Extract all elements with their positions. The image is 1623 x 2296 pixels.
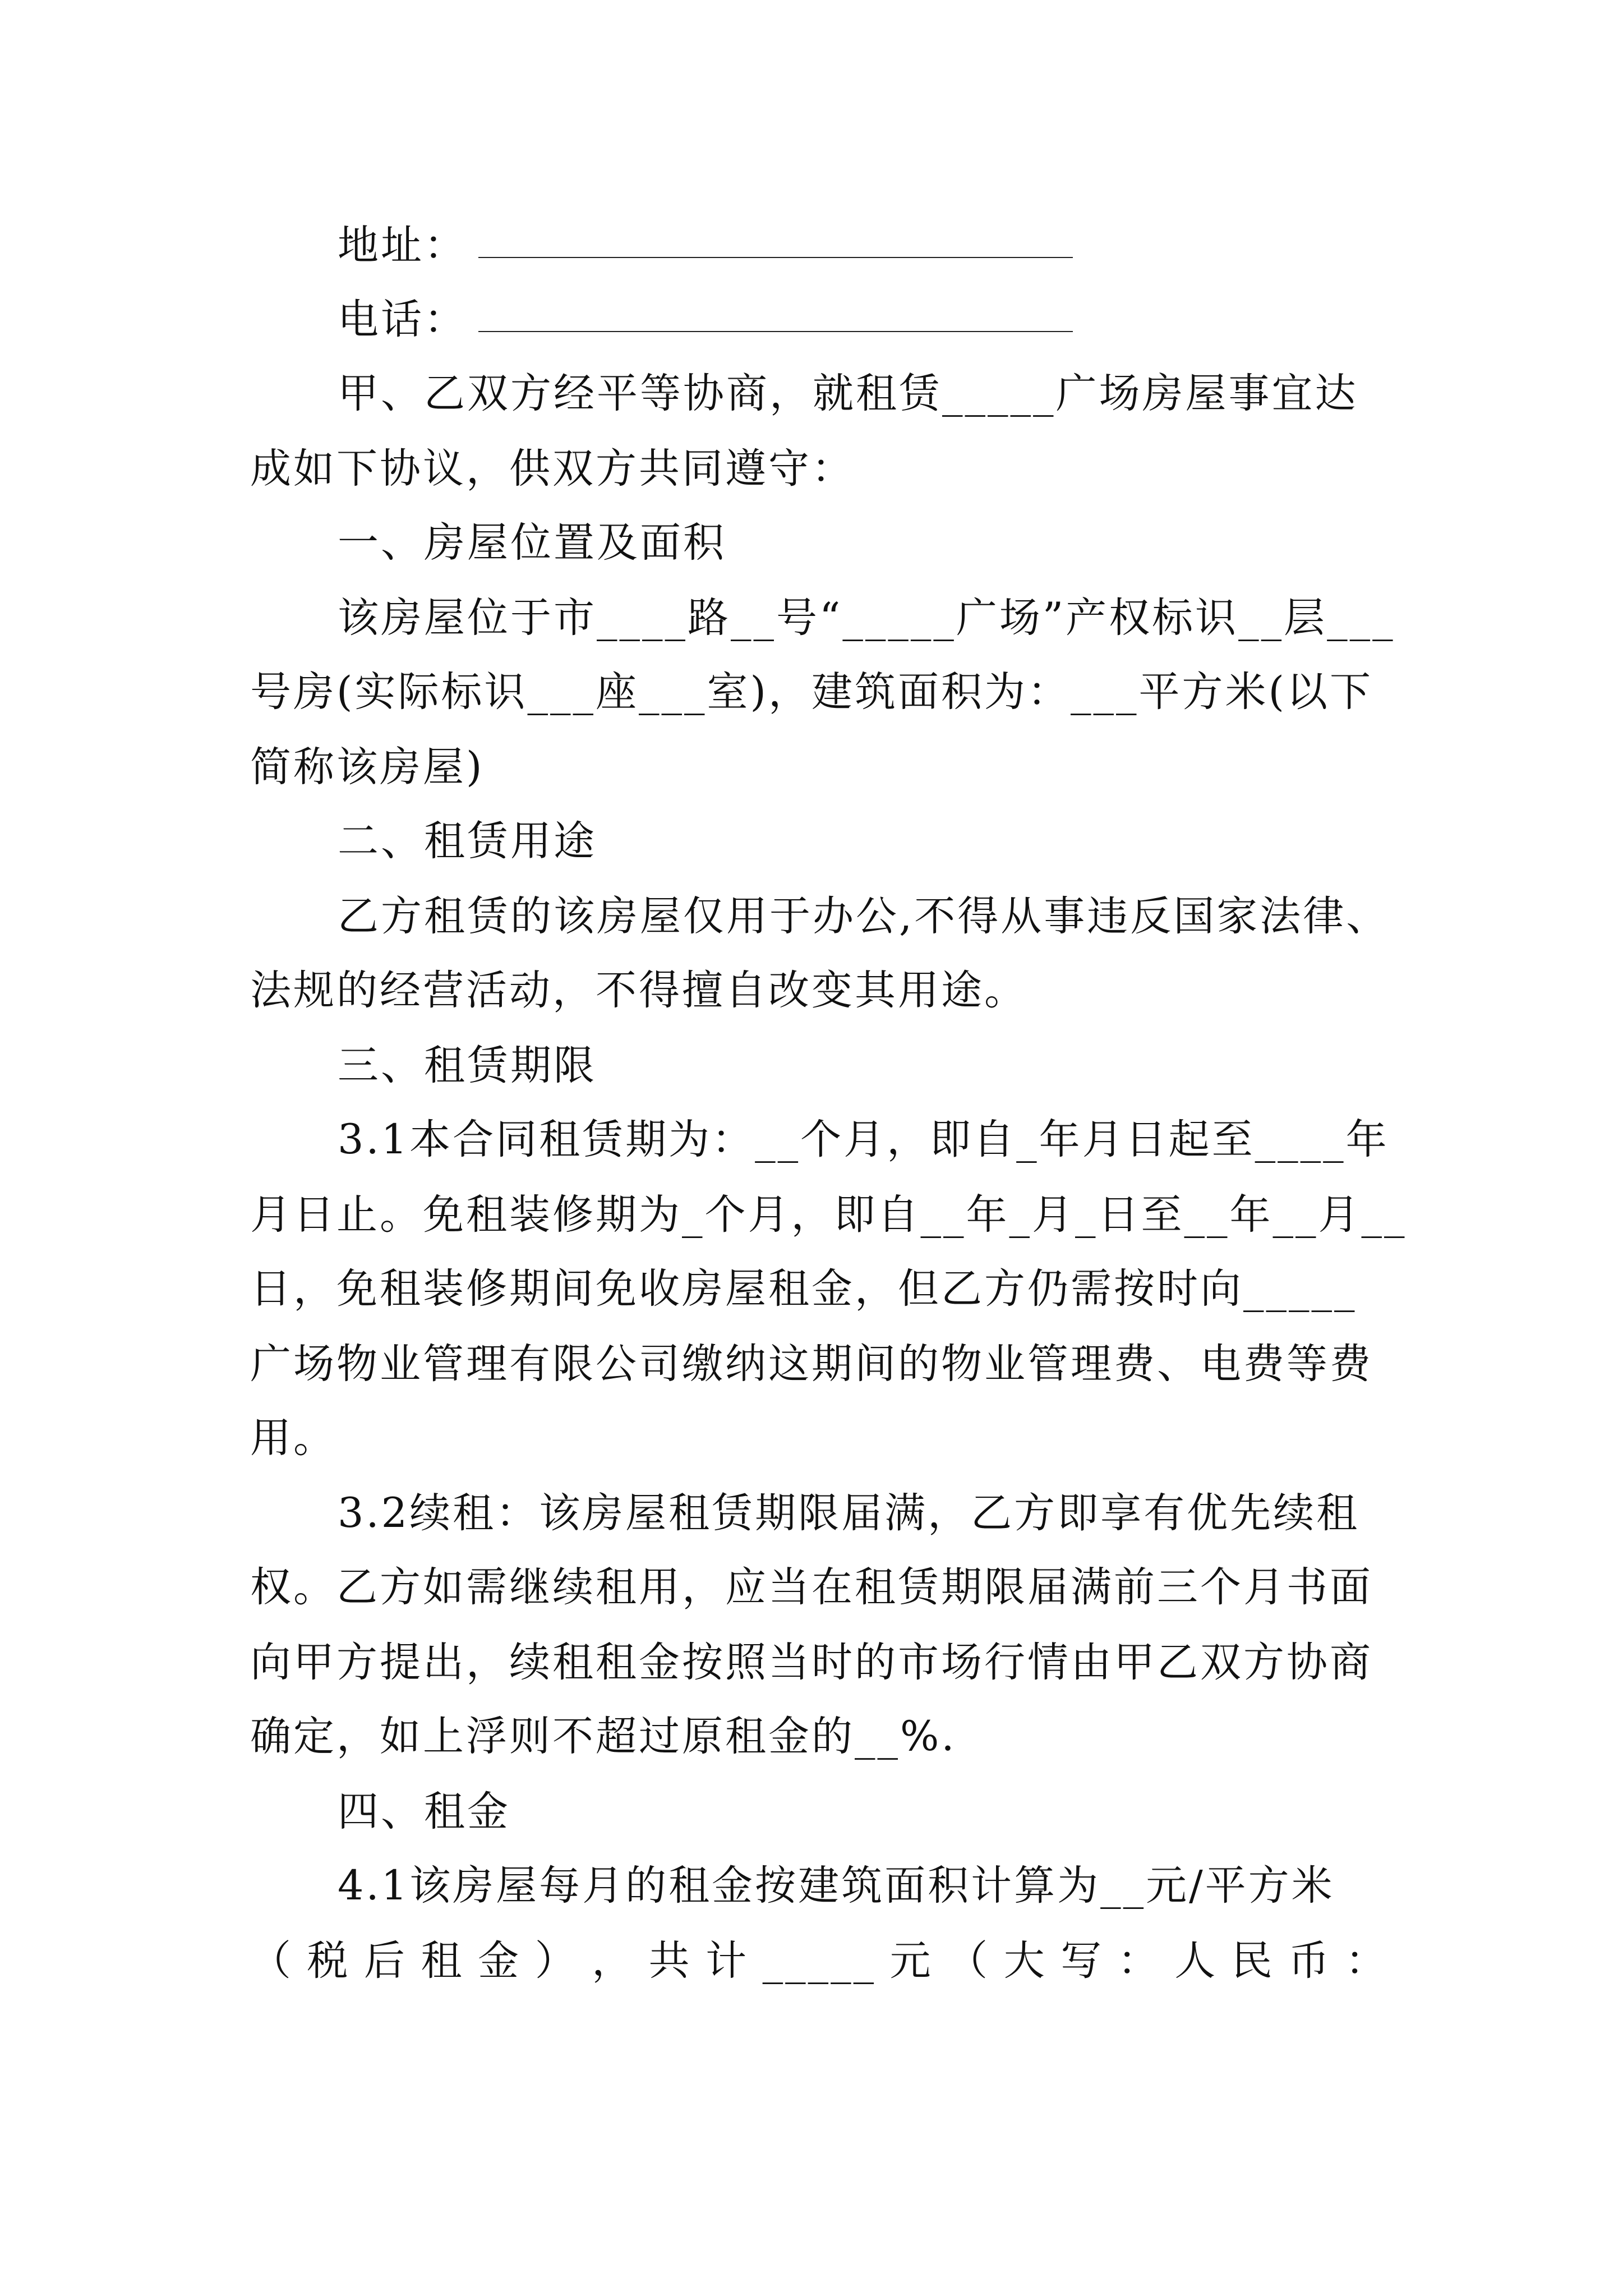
rent-text-part: （ [250, 1937, 293, 1985]
section-3-p1-line-1: 3.1本合同租赁期为：__个月，即自_年月日起至____年 [338, 1116, 1389, 1163]
section-3-p1-line-3: 日，免租装修期间免收房屋租金，但乙方仍需按时向_____ [250, 1265, 1357, 1313]
intro-line-2: 成如下协议，供双方共同遵守： [250, 445, 855, 493]
address-label: 地址： [338, 222, 467, 269]
rent-text-part: 人 [1174, 1937, 1218, 1985]
rent-text-part: 写 [1061, 1937, 1104, 1985]
section-1-line-2: 号房(实际标识___座___室)，建筑面积为：___平方米(以下 [250, 668, 1373, 716]
section-2-title: 二、租赁用途 [338, 817, 597, 865]
address-blank-line [478, 257, 1073, 258]
rent-text-part: ） [534, 1937, 578, 1985]
section-2-line-2: 法规的经营活动，不得擅自改变其用途。 [250, 967, 1027, 1014]
rent-text-part: 元 [889, 1937, 933, 1985]
rent-text-part: ， [592, 1937, 635, 1985]
rent-text-part: （ [947, 1937, 990, 1985]
section-4-title: 四、租金 [338, 1788, 510, 1835]
rent-text-part: 大 [1003, 1937, 1047, 1985]
rent-text-part: 后 [364, 1937, 408, 1985]
rent-text-part: 金 [478, 1937, 522, 1985]
rent-text-part: 租 [421, 1937, 464, 1985]
section-4-p1-line-2 [250, 1933, 1389, 1989]
address-row [338, 218, 1073, 274]
phone-row [338, 292, 1073, 348]
phone-label: 电话： [338, 296, 467, 343]
rent-text-part: _____ [762, 1937, 877, 1985]
section-3-p1-line-4: 广场物业管理有限公司缴纳这期间的物业管理费、电费等费 [250, 1340, 1373, 1388]
section-3-p1-line-2: 月日止。免租装修期为_个月，即自__年_月_日至__年__月__ [250, 1191, 1407, 1239]
rent-text-part: 税 [307, 1937, 351, 1985]
section-3-p2-line-3: 向甲方提出，续租租金按照当时的市场行情由甲乙双方协商 [250, 1639, 1373, 1686]
rent-text-part: 币 [1288, 1937, 1332, 1985]
rent-text-part: ： [1345, 1937, 1389, 1985]
section-3-title: 三、租赁期限 [338, 1042, 597, 1089]
section-1-line-3: 简称该房屋) [250, 743, 485, 791]
intro-line-1: 甲、乙双方经平等协商，就租赁_____广场房屋事宜达 [338, 370, 1358, 417]
section-1-title: 一、房屋位置及面积 [338, 519, 726, 567]
rent-text-part: 计 [706, 1937, 749, 1985]
rent-text-part: ： [1117, 1937, 1161, 1985]
phone-blank-line [478, 331, 1073, 332]
section-3-p2-line-4: 确定，如上浮则不超过原租金的__%. [250, 1713, 957, 1760]
rent-text-part: 民 [1231, 1937, 1275, 1985]
section-1-line-1: 该房屋位于市____路__号“_____广场”产权标识__层___ [338, 594, 1395, 642]
section-3-p2-line-2: 权。乙方如需继续租用，应当在租赁期限届满前三个月书面 [250, 1563, 1373, 1611]
section-2-line-1: 乙方租赁的该房屋仅用于办公,不得从事违反国家法律、 [338, 892, 1390, 940]
section-3-p2-line-1: 3.2续租：该房屋租赁期限届满，乙方即享有优先续租 [338, 1489, 1360, 1537]
section-4-p1-line-1: 4.1该房屋每月的租金按建筑面积计算为__元/平方米 [338, 1862, 1335, 1910]
section-3-p1-line-5: 用。 [250, 1414, 336, 1462]
rent-text-part: 共 [648, 1937, 692, 1985]
